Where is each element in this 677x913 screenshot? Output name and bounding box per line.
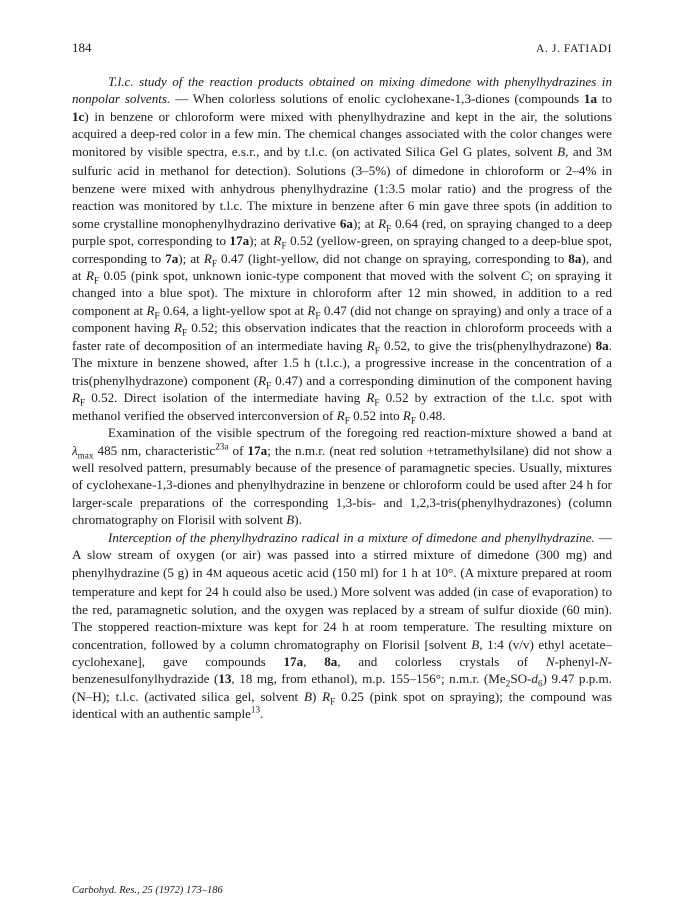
section-title-tlc: T.l.c. study of the reaction products obtained on mixing dimedone with phenylhydrazines in nonpolar solvents. — [72, 74, 612, 107]
paragraph-visible-spectrum: Examination of the visible spectrum of the foregoing red reaction-mixture showed a band at $\lambda_{max}$ 485 nm, characteristic$^{23a}$ of 17a; the n.m.r. (neat red solution +tetramethylsilane) did not show a well resolved pattern, presumably because of the presence of paramagnetic species. Usually, mixtures of cyclohexane-1,3-diones and phenylhydrazine in benzene or chloroform could be used after 24 h for larger-scale preparations of the corresponding 1,3-bis- and 1,2,3-tris(phenylhydrazones) (column chromatography on Florisil with solvent B). — [72, 425, 612, 528]
section-title-interception: Interception of the phenylhydrazino radical in a mixture of dimedone and phenylhydrazine. — [108, 529, 595, 545]
page-number: 184 — [72, 40, 92, 55]
article-body — [72, 73, 612, 723]
page-header — [72, 40, 612, 56]
running-author: A. J. FATIADI — [536, 43, 612, 55]
paragraph-tlc-study: T.l.c. study of the reaction products obtained on mixing dimedone with phenylhydrazines in nonpolar solvents. — When colorless solutions of enolic cyclohexane-1,3-diones (compounds 1a to 1c) in benzene or chloroform were mixed with phenylhydrazine and kept in the air, the solutions acquired a deep-red color in a few min. The chemical changes associated with the color changes were monitored by visible spectra, e.s.r., and by t.l.c. (on activated Silica Gel G plates, solvent B, and 3M sulfuric acid in methanol for detection). Solutions (3–5%) of dimedone in chloroform or 2–4% in benzene were mixed with anhydrous phenylhydrazine (1:3.5 molar ratio) and the progress of the reaction was monitored by t.l.c. The mixture in benzene after 6 min gave three spots (in addition to some crystalline monophenylhydrazino derivative 6a); at $R_F$ 0.64 (red, on spraying changed to a deep purple spot, corresponding to 17a); at $R_F$ 0.52 (yellow-green, on spraying changed to a deep-blue spot, corresponding to 7a); at $R_F$ 0.47 (light-yellow, did not change on spraying, corresponding to 8a), and at $R_F$ 0.05 (pink spot, unknown ionic-type component that moved with the solvent C; on spraying it changed into a blue spot). The mixture in chloroform after 12 min showed, in addition to a red component at $R_F$ 0.64, a light-yellow spot at $R_F$ 0.47 (did not change on spraying) and only a trace of a component having $R_F$ 0.52; this observation indicates that the reaction in chloroform proceeds with a faster rate of decomposition of an intermediate having $R_F$ 0.52, to give the tris(phenylhydrazone) 8a. The mixture in benzene showed, after 1.5 h (t.l.c.), a progressive increase in the concentration of a tris(phenylhydrazone) component ($R_F$ 0.47) and a corresponding diminution of the component having $R_F$ 0.52. Direct isolation of the intermediate having $R_F$ 0.52 by extraction of the t.l.c. spot with methanol verified the observed interconversion of $R_F$ 0.52 into $R_F$ 0.48. — [72, 74, 613, 426]
journal-citation: Carbohyd. Res., 25 (1972) 173–186 — [72, 885, 223, 896]
paragraph-interception: Interception of the phenylhydrazino radical in a mixture of dimedone and phenylhydrazine. — A slow stream of oxygen (or air) was passed into a stirred mixture of dimedone (300 mg) and phenylhydrazine (5 g) in 4M aqueous acetic acid (150 ml) for 1 h at 10°. (A mixture prepared at room temperature and kept for 24 h could also be used.) More solvent was added (in case of evaporation) to the red, paramagnetic solution, and the oxygen was replaced by a stream of sulfur dioxide (60 min). The stoppered reaction-mixture was kept for 24 h at room temperature. The resulting mixture on concentration, followed by a column chromatography on Florisil [solvent B, 1:4 (v/v) ethyl acetate–cyclohexane], gave compounds 17a, 8a, and colorless crystals of N-phenyl-N-benzenesulfonylhydrazide (13, 18 mg, from ethanol), m.p. 155–156°; n.m.r. $(Me_2SO-d_6)$ 9.47 p.p.m. (N–H); t.l.c. (activated silica gel, solvent B) $R_F$ 0.25 (pink spot on spraying); the compound was identical with an authentic sample$^{13}$. — [72, 529, 613, 722]
